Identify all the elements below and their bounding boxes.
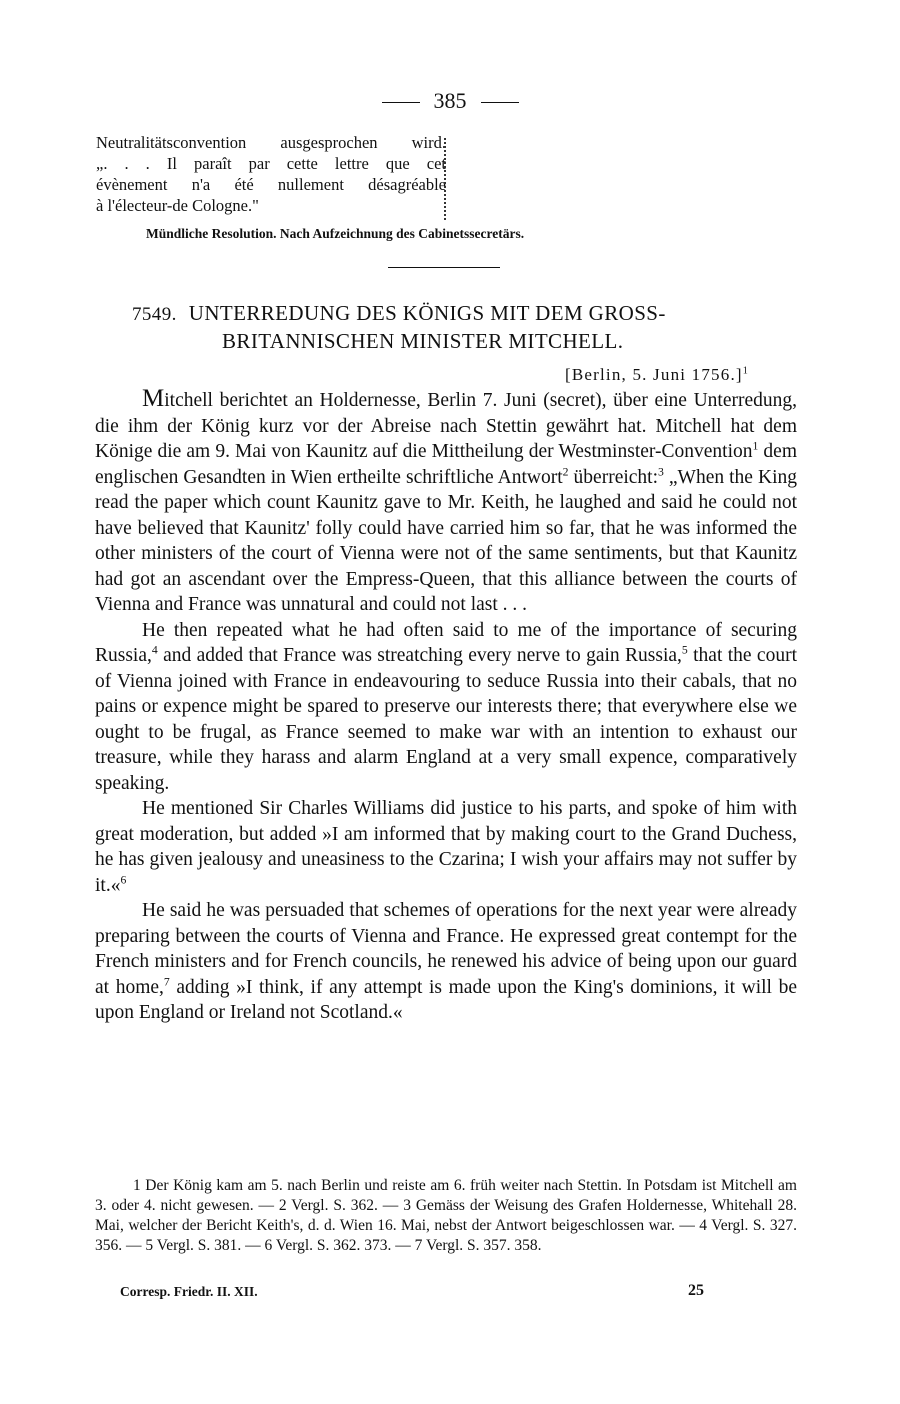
paragraph-2-part-c: that the court of Vienna joined with France in endeavouring to seduce Russia into their cabals, that no pains or expence might be spared to preserve our interests there; that everywhere else we ought to be frugal, as France seemed to make war with an intention to exhaust our treasure, while they harass and alarm England at a very small expence, comparatively speaking. [95, 645, 797, 794]
volume-signature: Corresp. Friedr. II. XII. [120, 1284, 258, 1299]
note-line-3: évènement n'a été nullement désagréable [96, 175, 446, 194]
footnotes [95, 1176, 797, 1256]
paragraph-1-part-d: „When the King read the paper which count Kaunitz gave to Mr. Keith, he laughed and said he could not have believed that Kaunitz' folly could have carried him so far, that he was informed the other ministers of the court of Vienna were not of the same sentiments, but that Kaunitz had got an ascendant over the Empress-Queen, that this alliance between the courts of Vienna and France was unnatural and could not last . . . [95, 466, 797, 615]
footnote-ref-7: 7 [163, 975, 170, 988]
paragraph-4-part-b: adding »I think, if any attempt is made upon the King's dominions, it will be upon England or Ireland not Scotland.« [95, 976, 797, 1023]
paragraph-2-part-a: He then repeated what he had often said to me of the importance of securing Russia, [95, 619, 797, 666]
document-title-line-1: UNTERREDUNG DES KÖNIGS MIT DEM GROSS- [188, 301, 666, 325]
page-number: 385 [433, 88, 467, 113]
note-line-4: à l'électeur-de Cologne." [96, 196, 259, 215]
footnote-ref-6: 6 [120, 873, 127, 886]
document-number: 7549. [132, 304, 177, 325]
header-dash-right [481, 102, 519, 103]
paragraph-2-part-b: and added that France was streatching every nerve to gain Russia, [157, 645, 682, 666]
note-line-2: „. . . Il paraît par cette lettre que cet [96, 154, 446, 173]
header-dash-left [382, 102, 420, 103]
heading-line-1 [132, 300, 792, 328]
section-separator [388, 267, 500, 268]
resolution-note: Mündliche Resolution. Nach Aufzeichnung des Cabinetssecretärs. [146, 226, 525, 241]
note-dotted-rule [444, 138, 446, 220]
paragraph-1 [95, 386, 797, 618]
paragraph-2 [95, 618, 797, 797]
document-heading [132, 300, 792, 354]
paragraph-3 [95, 796, 797, 898]
footnote-ref-1: 1 [752, 439, 759, 453]
paragraph-3-part-a: He mentioned Sir Charles Williams did justice to his parts, and spoke of him with great moderation, but added »I am informed that by making court to the Grand Duchess, he has given jealousy and uneasiness to the Czarina; I wish your affairs may not suffer by it.« [95, 798, 797, 896]
dateline [565, 365, 749, 385]
document-title-line-2: BRITANNISCHEN MINISTER MITCHELL. [222, 329, 624, 353]
initial-letter: M [142, 385, 165, 412]
footnote-text: 1 Der König kam am 5. nach Berlin und reiste am 6. früh weiter nach Stettin. In Potsdam ist Mitchell am 3. oder 4. nicht gewesen. — 2 Vergl. S. 362. — 3 Gemäss der Weisung des Grafen Holdernesse, Whitehall 28. Mai, welcher der Bericht Keith's, d. d. Wien 16. Mai, nebst der Antwort beigeschlossen war. — 4 Vergl. S. 327. 356. — 5 Vergl. S. 381. — 6 Vergl. S. 362. 373. — 7 Vergl. S. 357. 358. [95, 1177, 797, 1254]
page-header [0, 88, 900, 114]
paragraph-1-part-c: überreicht: [568, 466, 659, 488]
paragraph-1-part-a: itchell berichtet an Holdernesse, Berlin 7. Juni (secret), über eine Unterredung, die ihm der König kurz vor der Abreise nach Stettin gewährt hat. Mitchell hat dem Könige die am 9. Mai von Kaunitz auf die Mittheilung der Westminster-Convention [95, 390, 797, 462]
paragraph-1-part-b: dem englischen Gesandten in Wien ertheilte schriftliche Antwort [95, 441, 797, 488]
paragraph-4-part-a: He said he was persuaded that schemes of operations for the next year were already preparing between the courts of Vienna and France. He expressed great contempt for the French ministers and for French councils, he renewed his advice of being upon our guard at home, [95, 900, 797, 998]
footnote-ref-5: 5 [681, 643, 688, 657]
sheet-number: 25 [688, 1282, 704, 1299]
previous-document-note [96, 132, 446, 216]
note-line-1: Neutralitätsconvention ausgesprochen wird. [96, 133, 446, 152]
paragraph-4 [95, 898, 797, 1026]
body-text [95, 386, 797, 1026]
dateline-text: [Berlin, 5. Juni 1756.] [565, 365, 743, 384]
footnote-ref-3: 3 [658, 465, 664, 478]
footnote-ref-4: 4 [151, 643, 158, 657]
footnote-ref-2: 2 [562, 465, 569, 478]
dateline-footnote-ref: 1 [742, 365, 750, 377]
